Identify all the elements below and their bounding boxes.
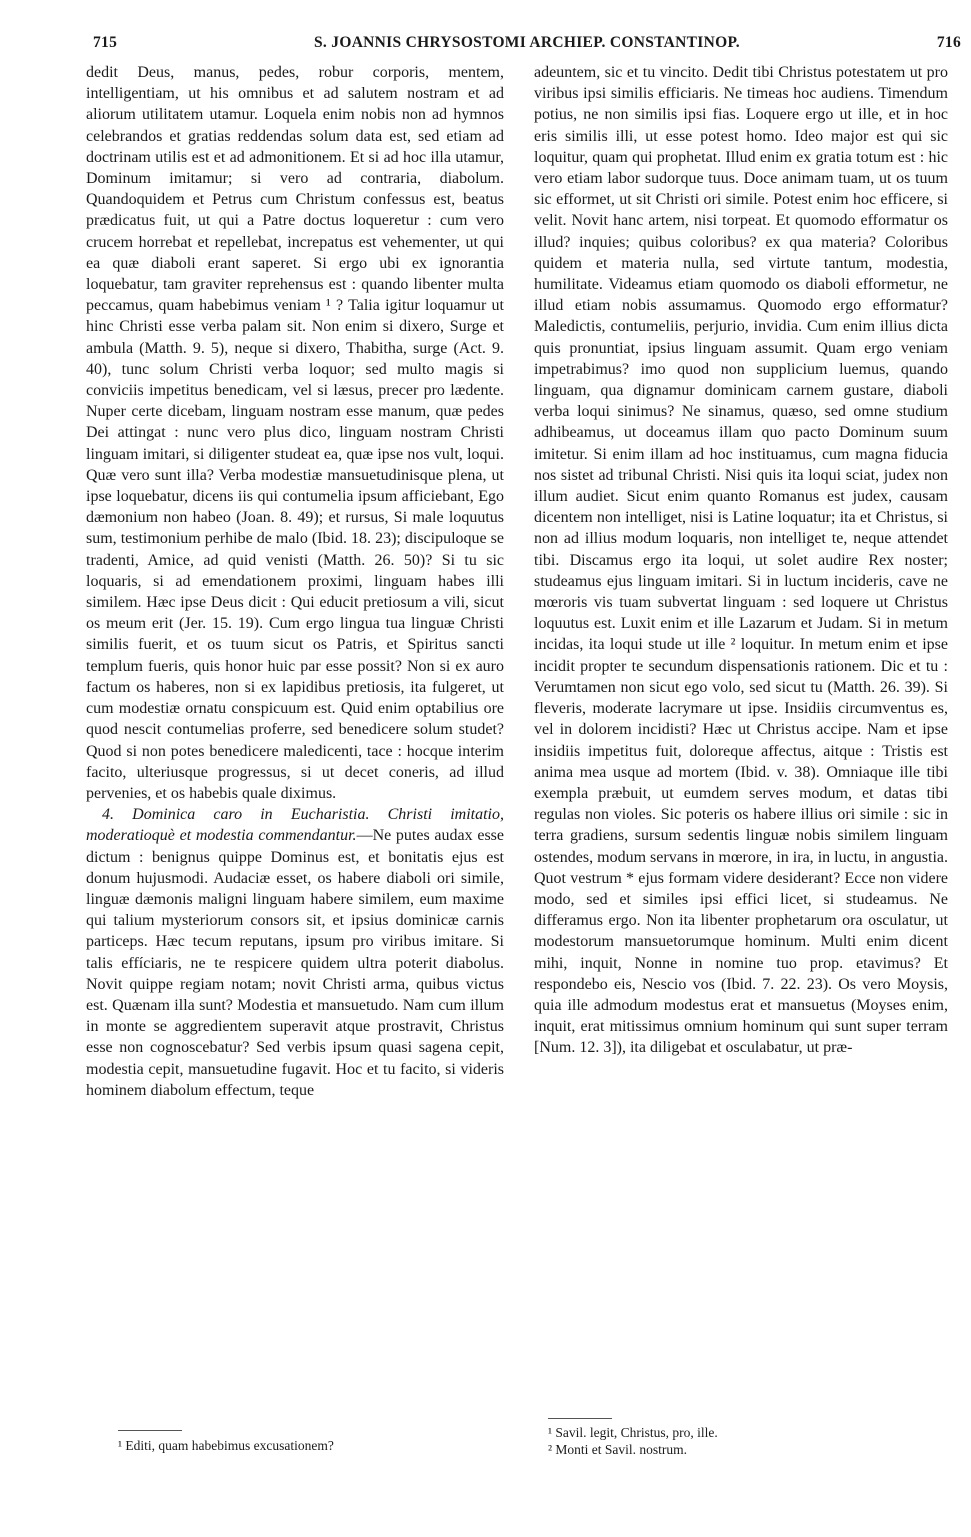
footnote-left: ¹ Editi, quam habebimus excusationem? bbox=[118, 1438, 334, 1453]
running-title: S. JOANNIS CHRYSOSTOMI ARCHIEP. CONSTANTINOP. bbox=[314, 34, 740, 51]
left-paragraph-2: —Ne putes audax esse dictum : benignus quippe Dominus est, et bonitatis ejus est donum hujusmodi. Audaciæ esset, os habere diaboli ori simile, linguæ dæmonis maligni linguam habere similem, eum maxime qui talium mysteriorum consors sit, et ipsius dominicæ carnis particeps. Hæc tecum reputans, ipsum pro viribus imitare. Si talis effíciaris, ne te respicere quidem ultra poterit diabolus. Novit quippe regiam notam; novit Christi arma, quibus victus est. Quænam illa sunt? Modestia et mansuetudo. Nam cum illum in monte se aggredientem superavit atque prostravit, Christus esse non cognoscebatur? Sed verbis ipsum quasi sagena cepit, modestia cepit, mansuetudine fugavit. Hoc et tu facito, si videris hominem diabolum effectum, teque bbox=[86, 827, 505, 1099]
footnote-rule-right bbox=[548, 1418, 612, 1419]
section-heading: 4. Dominica caro in Eucharistia. Christi imitatio, moderatioquè et modestia commendantur. bbox=[86, 806, 504, 845]
left-paragraph-1: dedit Deus, manus, pedes, robur corporis, mentem, intelligentiam, ut his omnibus et ad salutem nostram et ad aliorum utilitatem utamur. Loquela enim nobis non ad hymnos celebrandos et gratias reddendas solum data est, sed etiam ad doctrinam utilis est et ad admonitionem. Et si ad hoc illa utamur, Dominum imitamur; si vero ad contraria, diabolum. Quandoquidem et Petrus cum Christum confessus est, beatus prædicatus fuit, ut qui a Patre doctus loqueretur : cum vero crucem horrebat et repellebat, increpatus est vehementer, ut qui ea quæ diaboli erant saperet. Si ergo ubi ex ignorantia loquebatur, tam graviter reprehensus est : quando libenter multa peccamus, quam habebimus veniam ¹ ? Talia igitur loquamur ut hinc Christi esse verba palam sit. Non enim si dixero, Surge et ambula (Matth. 9. 5), neque si dixero, Thabitha, surge (Act. 9. 40), tunc solum Christi verba loquor; sed multo magis si conviciis impetitus benedicam, vel si læsus, precer pro lædente. Nuper certe dicebam, linguam nostram esse manum, quæ pedes Dei attingat : nunc vero plus dico, linguam nostram Christi linguam imitari, si diligenter studeat ea, quæ ipse nos vult, loqui. Quæ vero sunt illa? Verba modestiæ mansuetudinisque plena, ut ipse loquebatur, dicens iis qui contumelia ipsum afficiebant, Ego dæmonium non habeo (Joan. 8. 49); et rursus, Si male loquutus sum, testimonium perhibe de malo (Ibid. 18. 23); discipuloque se tradenti, Amice, ad quid venisti (Matth. 26. 50)? Si tu sic loquaris, si ad emendationem proximi, linguam habes illi similem. Hæc ipse Deus dicit : Qui educit pretiosum a vili, sicut os meum erit (Jer. 15. 19). Cum ergo lingua tua linguæ Christi similis fuerit, et os tuum sicut os Patris, et Spiritus sancti templum fueris, quis honor huic par esse possit? Non si ex auro factum os haberes, non si ex lapidibus pretiosis, ita fulgeret, ut cum modestiæ ornatu conspicuum est. Quid enim optabilius ore quod nescit contumelias proferre, sed benedicere solum studet? Quod si non potes benedicere maledicenti, tace : hocque interim facito, ulteriusque progressus, si ut decet coneris, ad illud pervenies, et os habebis quale diximus. bbox=[86, 64, 504, 802]
footnote-right-2: ² Monti et Savil. nostrum. bbox=[548, 1442, 688, 1457]
running-header bbox=[93, 34, 961, 56]
footnote-rule-left bbox=[118, 1430, 182, 1431]
right-column bbox=[534, 62, 948, 1059]
page-number-right: 716 bbox=[936, 34, 961, 51]
page-number-left: 715 bbox=[93, 34, 118, 51]
left-column bbox=[86, 62, 504, 1101]
footnote-right-1: ¹ Savil. legit, Christus, pro, ille. bbox=[548, 1425, 718, 1440]
footnotes-right bbox=[548, 1424, 948, 1458]
left-section bbox=[86, 804, 504, 1101]
right-paragraph-1: adeuntem, sic et tu vincito. Dedit tibi Christus potestatem ut pro viribus ipsi similis efficiaris. Ne timeas hoc audiens. Timendum potius, ne non similis ipsi fias. Loquere ergo ut ille, et in hoc eris similis illi, ut esse potest homo. Ideo major est qui sic loquitur, quam qui prophetat. Illud enim ex gratia totum est : hic vero etiam labor sudorque tuus. Doce animam tuam, ut os tuum sic efformet, ut sit Christi ori simile. Potest enim hoc efficere, si velit. Novit hanc artem, nisi torpeat. Et quomodo efformatur os illud? inquies; quibus coloribus? ex qua materia? Coloribus quidem et materia nulla, sed virtute tantum, modestia, humilitate. Videamus etiam quomodo os diaboli efformetur, ne illud etiam nobis assumamus. Quomodo ergo efformatur? Maledictis, contumeliis, perjurio, invidia. Cum enim illius dicta quis pronuntiat, ipsius linguam assumit. Quam ergo veniam impetrabimus? imo quod non supplicium luemus, quando linguam, qua dignamur dominicam carnem gustare, diaboli verba loqui sinimus? Ne sinamus, quæso, sed omne studium adhibeamus, ut doceamus illam quo pacto Dominum suum imitetur. Si enim illam ad hoc instituamus, cum magna fiducia nos sistet ad tribunal Christi. Nisi quis ita loqui sciat, judex non illum audiet. Sicut enim quanto Romanus est judex, causam dicentem non intelliget, nisi is Latine loquatur; ita et Christus, si non ad illius modum loquaris, non intelliget te, neque attendet tibi. Discamus ergo ita loqui, ut solet audire Rex noster; studeamus ejus linguam imitari. Si in luctum incideris, cave ne mœroris vis tuam subvertat linguam : sed loquere ut Christus loquutus est. Luxit enim et ille Lazarum et Judam. Si in metum incidas, ita loqui stude ut ille ² loquitur. In metum enim et ipse incidit propter te secundum dispensationis rationem. Dic et tu : Verumtamen non sicut ego volo, sed sicut tu (Matth. 26. 39). Si fleveris, moderate lacrymare ut ipse. Insidiis circumventus es, vel in dolorem incidisti? Hæc ut Christus accipe. Nam et ipse insidiis impetitus fuit, doloreque affectus, aitque : Tristis est anima mea usque ad mortem (Ibid. v. 38). Omniaque ille tibi exempla præbuit, ut eumdem serves modum, et datas tibi regulas non violes. Sic poteris os habere illius ori simile : sic in terra gradiens, sursum sedentis linguæ nobis similem linguam ostendes, modum servans in mœrore, in ira, in luctu, in angustia. Quot vestrum * ejus formam videre desiderant? Ecce non videre modo, sed et similes ipsi effici licet, si studeamus. Ne differamus ergo. Non ita libenter prophetarum ora osculatur, ut modestorum mansuetorumque hominum. Multi enim dicent mihi, inquit, Nonne in nomine tuo prop. etavimus? Et respondebo eis, Nescio vos (Ibid. 7. 22. 23). Os vero Moysis, quia ille admodum modestus erat et mansuetus (Moyses enim, inquit, erat mitissimus omnium hominum qui sunt super terram [Num. 12. 3]), ita diligebat et osculabatur, ut præ- bbox=[534, 64, 948, 1057]
